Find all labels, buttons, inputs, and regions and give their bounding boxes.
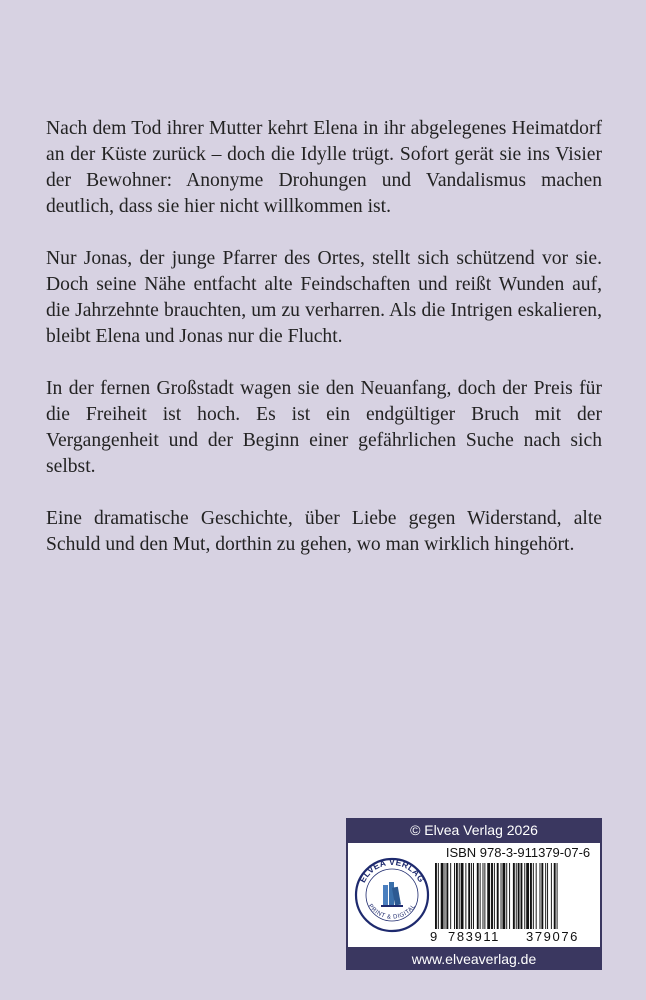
barcode-bar xyxy=(530,863,532,929)
barcode-bar xyxy=(446,863,448,929)
logo-name: ELVEA VERLAG xyxy=(357,856,427,885)
barcode-bar xyxy=(547,863,548,929)
blurb-paragraph: Nur Jonas, der junge Pfarrer des Ortes, stellt sich schützend vor sie. Doch seine Nähe entfacht alte Feindschaften und reißt Wunden auf, die Jahrzehnte brauchten, um zu verharren. Als die Intrigen eskalieren, bleibt Elena und Jonas nur die Flucht. xyxy=(46,248,602,347)
barcode-bar xyxy=(456,863,458,929)
barcode-bar xyxy=(509,863,510,929)
isbn-barcode xyxy=(434,863,598,929)
publisher-website: www.elveaverlag.de xyxy=(411,951,537,967)
barcode-bar xyxy=(473,863,474,929)
barcode-bar xyxy=(435,863,437,929)
barcode-bar xyxy=(491,863,493,929)
barcode-bar xyxy=(526,863,529,929)
barcode-bar xyxy=(513,863,515,929)
barcode-bar xyxy=(459,863,460,929)
barcode-bar xyxy=(468,863,470,929)
barcode-bar xyxy=(484,863,485,929)
barcode-bar xyxy=(545,863,546,929)
isbn-number: ISBN 978-3-911379-07-6 xyxy=(445,845,591,860)
barcode-bar xyxy=(521,863,523,929)
barcode-bar xyxy=(471,863,472,929)
isbn-panel xyxy=(348,843,600,947)
barcode-bar xyxy=(441,863,444,929)
publisher-logo xyxy=(352,849,432,941)
blurb-paragraph: Nach dem Tod ihrer Mutter kehrt Elena in ihr abgelegenes Heimatdorf an der Küste zurück – doch die Idylle trügt. Sofort gerät sie ins Visier der Bewohner: Anonyme Drohungen und Vandalismus machen deutlich, dass sie hier nicht willkommen ist. xyxy=(46,118,602,217)
barcode-digits-right: 379076 xyxy=(526,929,579,944)
barcode-bar xyxy=(501,863,502,929)
barcode-bar xyxy=(450,863,451,929)
books-icon xyxy=(352,849,432,941)
barcode-bar xyxy=(454,863,455,929)
barcode-digits-left: 783911 xyxy=(448,929,501,944)
barcode-bar xyxy=(483,863,484,929)
barcode-bar xyxy=(518,863,520,929)
barcode-bar xyxy=(461,863,464,929)
barcode-digits xyxy=(430,929,600,945)
barcode-bar xyxy=(497,863,499,929)
barcode-bar xyxy=(487,863,490,929)
copyright-line: © Elvea Verlag 2026 xyxy=(410,822,538,838)
barcode-bar xyxy=(477,863,479,929)
barcode-bar xyxy=(540,863,541,929)
barcode-bar xyxy=(494,863,495,929)
barcode-digit-prefix: 9 xyxy=(430,929,438,944)
blurb-paragraph: Eine dramatische Geschichte, über Liebe gegen Widerstand, alte Schuld und den Mut, dorthin zu gehen, wo man wirklich hingehört. xyxy=(46,508,602,555)
barcode-bar xyxy=(524,863,525,929)
logo-tagline: PRINT & DIGITAL xyxy=(366,903,418,921)
barcode-bar xyxy=(551,863,552,929)
blurb-paragraph: In der fernen Großstadt wagen sie den Neuanfang, doch der Preis für die Freiheit ist hoch. Es ist ein endgültiger Bruch mit der Vergangenheit und der Beginn einer gefährlichen Suche nach sich selbst. xyxy=(46,378,602,477)
barcode-bar xyxy=(445,863,446,929)
back-cover-blurb xyxy=(46,116,602,584)
barcode-bar xyxy=(557,863,558,929)
barcode-bar xyxy=(506,863,507,929)
barcode-bar xyxy=(533,863,534,929)
barcode-bar xyxy=(502,863,505,929)
barcode-bar xyxy=(438,863,439,929)
barcode-bar xyxy=(480,863,481,929)
barcode-bar xyxy=(554,863,556,929)
publisher-imprint-box xyxy=(346,818,602,970)
barcode-bar xyxy=(536,863,537,929)
barcode-bar xyxy=(516,863,517,929)
barcode-bar xyxy=(465,863,466,929)
barcode-bar xyxy=(541,863,543,929)
svg-text:ELVEA VERLAG xyxy=(357,857,427,884)
